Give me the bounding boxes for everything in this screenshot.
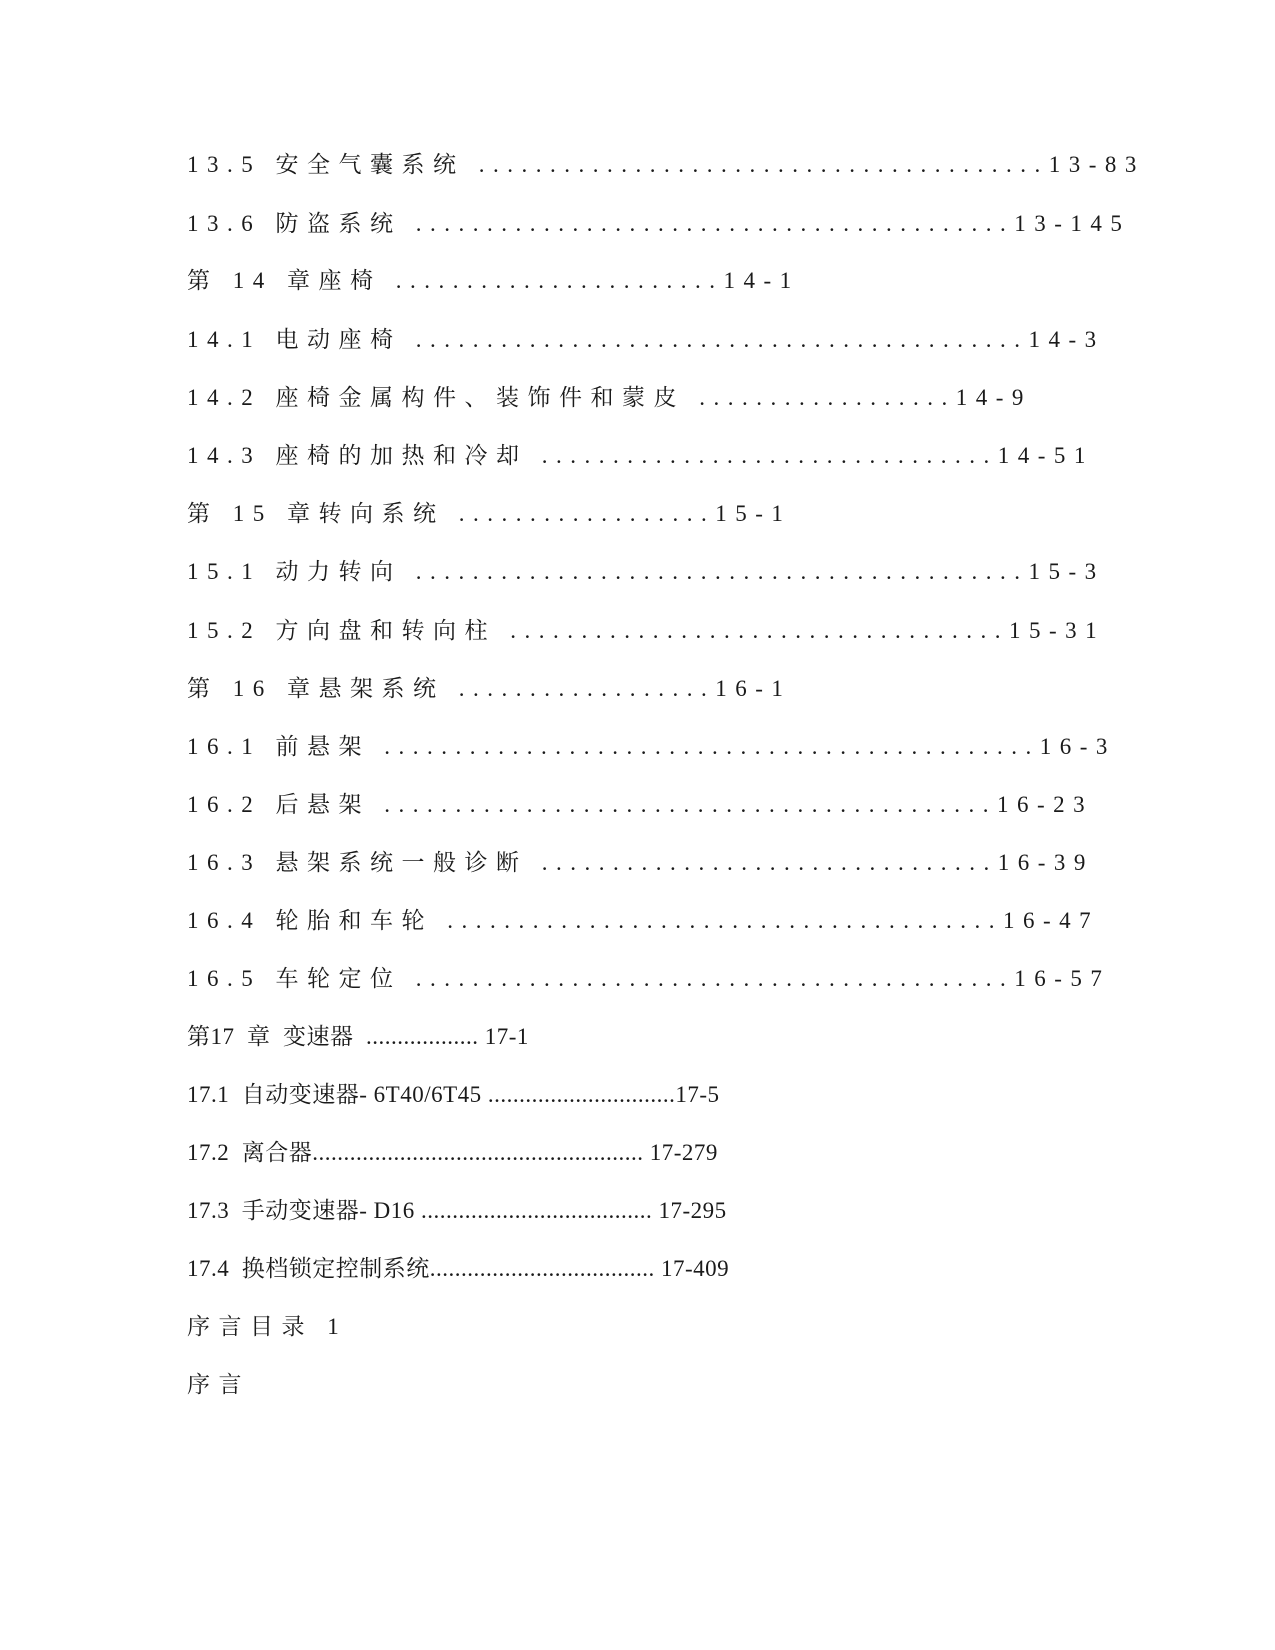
toc-entry-16-3[interactable]: 16.3 悬架系统一般诊断 ................................16-39: [187, 850, 1094, 875]
toc-entry-16-1[interactable]: 16.1 前悬架 ..............................................16-3: [187, 734, 1116, 759]
toc-entry-17-3[interactable]: 17.3 手动变速器- D16 ..................................... 17-295: [187, 1198, 727, 1223]
toc-entry-13-5[interactable]: 13.5 安全气囊系统 ........................................13-83: [187, 152, 1145, 177]
toc-entry-16-2[interactable]: 16.2 后悬架 ...........................................16-23: [187, 792, 1094, 817]
toc-entry-16-4[interactable]: 16.4 轮胎和车轮 .......................................16-47: [187, 908, 1100, 933]
toc-entry-14-2[interactable]: 14.2 座椅金属构件、装饰件和蒙皮 ..................14-9: [187, 385, 1032, 410]
toc-entry-16-5[interactable]: 16.5 车轮定位 ..........................................16-57: [187, 966, 1111, 991]
toc-chapter-15[interactable]: 第 15 章转向系统 ..................15-1: [187, 501, 792, 526]
toc-entry-14-1[interactable]: 14.1 电动座椅 ...........................................14-3: [187, 327, 1105, 352]
toc-entry-15-1[interactable]: 15.1 动力转向 ...........................................15-3: [187, 559, 1105, 584]
toc-chapter-14[interactable]: 第 14 章座椅 .......................14-1: [187, 268, 800, 293]
toc-entry-preface-contents[interactable]: 序言目录 1: [187, 1314, 348, 1339]
toc-chapter-16[interactable]: 第 16 章悬架系统 ..................16-1: [187, 676, 792, 701]
toc-entry-17-2[interactable]: 17.2 离合器..................................................... 17-279: [187, 1140, 718, 1165]
toc-chapter-17[interactable]: 第17 章 变速器 .................. 17-1: [187, 1024, 529, 1049]
toc-entry-preface[interactable]: 序言: [187, 1372, 250, 1397]
toc-entry-17-1[interactable]: 17.1 自动变速器- 6T40/6T45 ..............................17-5: [187, 1082, 720, 1107]
toc-entry-15-2[interactable]: 15.2 方向盘和转向柱 ...................................15-31: [187, 618, 1106, 643]
toc-entry-13-6[interactable]: 13.6 防盗系统 ..........................................13-145: [187, 211, 1131, 236]
toc-entry-17-4[interactable]: 17.4 换档锁定控制系统.................................... 17-409: [187, 1256, 730, 1281]
toc-entry-14-3[interactable]: 14.3 座椅的加热和冷却 ................................14-51: [187, 443, 1094, 468]
